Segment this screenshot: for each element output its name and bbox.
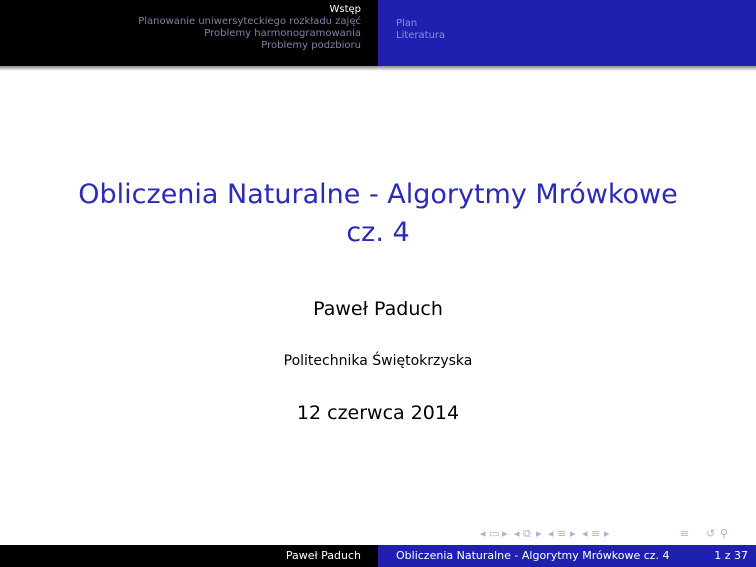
header-shadow (0, 66, 756, 71)
footer-title: Obliczenia Naturalne - Algorytmy Mrówkowe cz. 4 (396, 549, 670, 562)
header-bar (0, 0, 756, 66)
section-link-podzbioru[interactable]: Problemy podzbioru (261, 40, 361, 51)
section-link-harmonogramowanie[interactable]: Problemy harmonogramowania (204, 28, 361, 39)
subsection-link-plan[interactable]: Plan (396, 18, 418, 29)
nav-frame-icon[interactable]: ▭ (489, 527, 500, 540)
footer-left (0, 545, 378, 567)
slide-author: Paweł Paduch (313, 298, 443, 320)
nav-section-next-icon[interactable]: ▸ (570, 527, 576, 540)
slide-title-line1: Obliczenia Naturalne - Algorytmy Mrówkowe (78, 179, 678, 210)
nav-subsection-icon[interactable]: ⧉ (523, 527, 531, 540)
footer-page-number: 1 z 37 (714, 549, 748, 562)
nav-frame-prev-icon[interactable]: ◂ (480, 527, 486, 540)
slide-institute: Politechnika Świętokrzyska (283, 353, 473, 369)
section-link-wstep[interactable]: Wstęp (329, 4, 361, 15)
nav-slide-icon[interactable]: ≡ (591, 527, 601, 540)
footer-bar (0, 545, 756, 567)
nav-back-icon[interactable]: ↺ (706, 527, 716, 540)
section-link-planowanie[interactable]: Planowanie uniwersyteckiego rozkładu zajęć (138, 16, 361, 27)
nav-subsection-next-icon[interactable]: ▸ (536, 527, 542, 540)
slide-date: 12 czerwca 2014 (296, 402, 460, 424)
nav-section-prev-icon[interactable]: ◂ (548, 527, 554, 540)
nav-frame-next-icon[interactable]: ▸ (502, 527, 508, 540)
nav-appendix-icon[interactable]: ≡ (680, 527, 690, 540)
nav-search-icon[interactable]: ⚲ (720, 527, 729, 540)
subsection-link-literatura[interactable]: Literatura (396, 30, 446, 41)
slide-title-line2: cz. 4 (346, 217, 410, 248)
footer-author: Paweł Paduch (285, 549, 361, 562)
nav-subsection-prev-icon[interactable]: ◂ (514, 527, 520, 540)
subsection-navigation (378, 0, 756, 66)
nav-slide-next-icon[interactable]: ▸ (604, 527, 610, 540)
footer-right (378, 545, 756, 567)
nav-section-icon[interactable]: ≡ (557, 527, 567, 540)
section-navigation (0, 0, 378, 66)
nav-slide-prev-icon[interactable]: ◂ (582, 527, 588, 540)
